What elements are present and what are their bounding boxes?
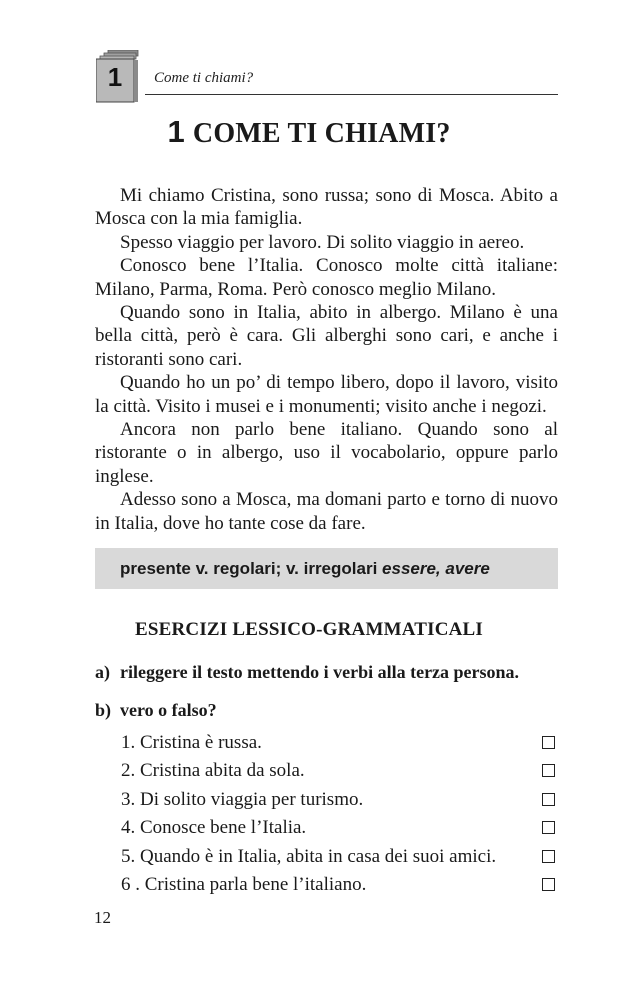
statement-item — [121, 731, 558, 759]
statement-text: Di solito viaggia per turismo. — [140, 788, 364, 810]
checkbox[interactable] — [542, 878, 555, 891]
passage-paragraph: Ancora non parlo bene italiano. Quando sono al ristorante o in albergo, uso il vocabolario, oppure parlo inglese. — [95, 419, 558, 487]
true-false-list — [121, 731, 558, 901]
statement-text: Conosce bene l’Italia. — [140, 817, 307, 839]
statement-text: Cristina parla bene l’italiano. — [144, 873, 367, 895]
checkbox[interactable] — [542, 793, 555, 806]
passage-paragraph: Spesso viaggio per lavoro. Di solito viaggio in aereo. — [120, 231, 525, 253]
checkbox[interactable] — [542, 821, 555, 834]
checkbox[interactable] — [542, 736, 555, 749]
running-title: Come ti chiami? — [154, 70, 254, 86]
statement-number: 1. — [121, 732, 136, 753]
statement-number: 5. — [121, 845, 136, 867]
passage-paragraph: Conosco bene l’Italia. Conosco molte città italiane: Milano, Parma, Roma. Però conosco meglio Milano. — [95, 255, 558, 300]
statement-item — [121, 759, 558, 787]
statement-item — [121, 788, 558, 816]
passage-paragraph: Mi chiamo Cristina, sono russa; sono di Mosca. Abito a Mosca con la mia famiglia. — [95, 185, 558, 230]
task-letter: b) — [95, 700, 112, 720]
passage-paragraph: Adesso sono a Mosca, ma domani parto e torno di nuovo in Italia, dove ho tante cose da fare. — [95, 489, 558, 534]
exercises-title: ESERCIZI LESSICO-GRAMMATICALI — [134, 619, 484, 640]
statement-item — [121, 816, 558, 844]
chapter-tab-icon — [96, 50, 138, 102]
chapter-title-text: COME TI CHIAMI? — [192, 118, 451, 149]
task-text: rileggere il testo mettendo i verbi alla terza persona. — [120, 662, 520, 682]
task-text: vero o falso? — [120, 700, 217, 720]
statement-item — [121, 873, 558, 901]
task-a — [95, 662, 519, 683]
statement-text: Cristina abita da sola. — [140, 760, 305, 782]
statement-number: 6 . — [121, 873, 140, 895]
grammar-topic-box — [95, 548, 558, 589]
checkbox[interactable] — [542, 850, 555, 863]
chapter-title — [0, 114, 618, 150]
task-letter: a) — [95, 662, 110, 682]
statement-text: Quando è in Italia, abita in casa dei suoi amici. — [140, 845, 497, 867]
chapter-number: 1 — [167, 114, 185, 149]
task-b — [95, 700, 217, 721]
statement-number: 2. — [121, 760, 136, 782]
page-number: 12 — [94, 908, 111, 927]
reading-passage — [95, 184, 558, 535]
passage-paragraph: Quando ho un po’ di tempo libero, dopo il lavoro, visito la città. Visito i musei e i monumenti; visito anche i negozi. — [95, 372, 558, 417]
passage-paragraph: Quando sono in Italia, abito in albergo. Milano è una bella città, però è cara. Gli alberghi sono cari, e anche i ristoranti sono cari. — [95, 302, 558, 370]
statement-number: 3. — [121, 788, 136, 810]
statement-item — [121, 845, 558, 873]
header-rule — [145, 94, 558, 95]
chapter-tab-number: 1 — [107, 62, 123, 92]
checkbox[interactable] — [542, 764, 555, 777]
statement-text: Cristina è russa. — [140, 732, 262, 753]
statement-number: 4. — [121, 817, 136, 839]
grammar-topic-text: presente v. regolari; v. irregolari — [120, 559, 378, 578]
grammar-topic-italic: essere, avere — [382, 559, 490, 578]
